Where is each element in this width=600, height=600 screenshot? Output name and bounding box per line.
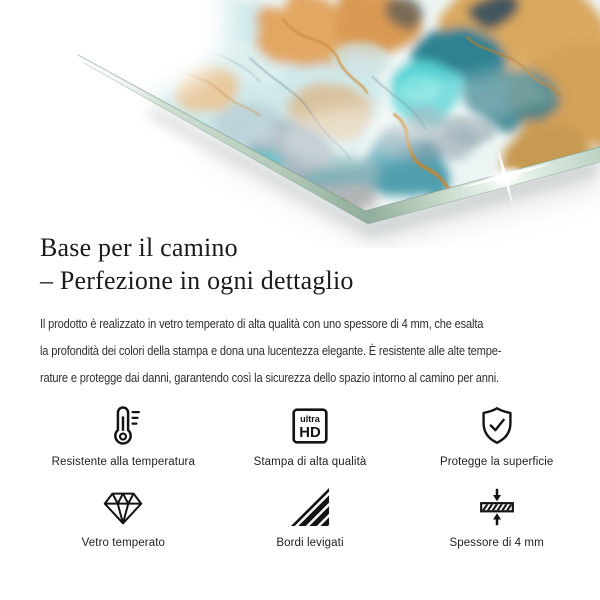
page-title (40, 231, 354, 297)
product-photo (0, 0, 600, 248)
shield-check-icon (474, 403, 520, 449)
feature-thickness (403, 482, 590, 549)
product-description (40, 310, 501, 391)
feature-temperature-resistance (30, 401, 217, 468)
thermometer-icon (100, 403, 146, 449)
features-grid (30, 401, 590, 549)
diamond-icon (100, 484, 146, 530)
feature-surface-protection (403, 401, 590, 468)
feature-label: Spessore di 4 mm (449, 537, 544, 549)
ultra-hd-icon (287, 403, 333, 449)
feature-label: Stampa di alta qualità (253, 456, 367, 468)
feature-print-quality (217, 401, 404, 468)
description-line-2: la profondità dei colori della stampa e dona una lucentezza elegante. È resistente alle alte tempe- (40, 343, 502, 358)
feature-label: Bordi levigati (276, 537, 344, 549)
feature-tempered-glass (30, 482, 217, 549)
page-title-line-1: Base per il camino (40, 233, 238, 262)
thickness-icon (474, 484, 520, 530)
ultra-hd-icon-text-bottom: HD (299, 425, 321, 442)
feature-label: Protegge la superficie (439, 456, 554, 468)
ultra-hd-icon-text-top: ultra (300, 414, 320, 425)
polished-edges-icon (287, 484, 333, 530)
description-line-3: rature e protegge dai danni, garantendo così la sicurezza dello spazio intorno al camino per anni. (40, 370, 499, 385)
feature-polished-edges (217, 482, 404, 549)
page-title-line-2: – Perfezione in ogni dettaglio (40, 266, 354, 295)
feature-label: Vetro temperato (81, 537, 165, 549)
description-line-1: Il prodotto è realizzato in vetro temperato di alta qualità con uno spessore di 4 mm, che esalta (40, 316, 484, 331)
glass-panel-illustration (0, 0, 600, 248)
feature-label: Resistente alla temperatura (51, 456, 195, 468)
